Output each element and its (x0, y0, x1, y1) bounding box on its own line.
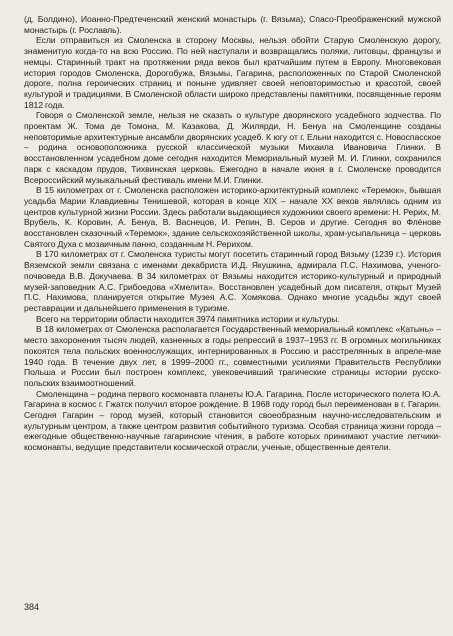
paragraph: Смоленщина – родина первого космонавта планеты Ю.А. Гагарина. После исторического полета Ю.А. Гагарина в космос г. Гжатск получил второе рождение. В 1968 году город был переименован в г. Гагарин. Сегодня Гагарин – город музей, который становится своеобразным научно-исследовательским и культурным центром, а также центром развития событийного туризма. Особая страница жизни города – ежегодные общественно-научные гагаринские чтения, в работе которых принимают участие летчики-космонавты, ведущие представители космической отрасли, ученые, общественные деятели. (24, 388, 441, 453)
paragraph: Если отправиться из Смоленска в сторону Москвы, нельзя обойти Старую Смоленскую дорогу, знаменитую когда-то на всю Россию. По ней наступали и возвращались поляки, литовцы, французы и немцы. Старинный тракт на протяжении ряда веков был кратчайшим путем в Европу. Многовековая история городов Смоленска, Дорогобужа, Вязьмы, Гагарина, расположенных по Старой Смоленской дороге, полна героических страниц и поныне удивляет своей неповторимостью и красотой, своей культурой и традициями. В Смоленской области широко представлены памятники, посвященные героям 1812 года. (24, 35, 441, 110)
body-text (24, 14, 441, 453)
paragraph: Всего на территории области находится 3974 памятника истории и культуры. (36, 313, 340, 324)
paragraph: В 15 километрах от г. Смоленска расположен историко-архитектурный комплекс «Теремок», бывшая усадьба Марии Клавдиевны Тенишевой, которая в конце XIX – начале XX веков являлась одним из центров культурной жизни России. Здесь работали выдающиеся художники своего времени: Н. Рерих, М. Врубель, К. Коровин, А. Бенуа, В. Васнецов, И. Репин, В. Серов и другие. Сегодня во Флёнове восстановлен сказочный «Теремок», здание сельскохозяйственной школы, храм-усыпальница – церковь Святого Духа с мозаичным панно, созданным Н. Рерихом. (24, 185, 441, 249)
paragraph: (д. Болдино), Иоанно-Предтеченский женский монастырь (г. Вязьма), Спасо-Преображенский мужской монастырь (г. Рославль). (24, 14, 441, 35)
paragraph: Говоря о Смоленской земле, нельзя не сказать о культуре дворянского усадебного зодчества. По проектам Ж. Тома де Томона, М. Казакова, Д. Жилярди, Н. Бенуа на Смоленщине созданы неповторимые архитектурные ансамбли дворянских усадеб. К югу от г. Ельни находится с. Новоспасское – родина основоположника русской классической музыки Михаила Ивановича Глинки. В восстановленном усадебном доме сегодня находится Мемориальный музей М. И. Глинки, сохранился парк с каскадом прудов, Тихвинская церковь. Ежегодно в начале июня в г. Смоленске проводится Всероссийский музыкальный фестиваль имени М.И. Глинки. (24, 110, 441, 185)
page-number: 384 (24, 602, 40, 612)
paragraph: В 18 километрах от Смоленска располагается Государственный мемориальный комплекс «Катынь» – место захоронения тысяч людей, казненных в годы репрессий в 1937–1953 гг. В огромных могильниках покоятся тела польских военнослужащих, интернированных в Россию и расстрелянных в апреле-мае 1940 года. В течение двух лет, в 1999–2000 гг., совместными усилиями Правительств Республики Польша и России был построен комплекс, увековечивший трагические страницы истории русско-польских взаимоотношений. (24, 324, 441, 388)
paragraph: В 170 километрах от г. Смоленска туристы могут посетить старинный город Вязьму (1239 г.). История Вяземской земли связана с именами декабриста И.Д. Якушкина, адмирала П.С. Нахимова, ученого-почвоведа В.В. Докучаева. В 34 километрах от Вязьмы находится историко-культурный и природный музей-заповедник А.С. Грибоедова «Хмелита». Восстановлен усадебный дом писателя, открыт Музей П.С. Нахимова, планируется открытие Музея А.С. Хомякова. Однако многие усадьбы ждут своей реставрации и дальнейшего применения в туризме. (24, 249, 441, 313)
